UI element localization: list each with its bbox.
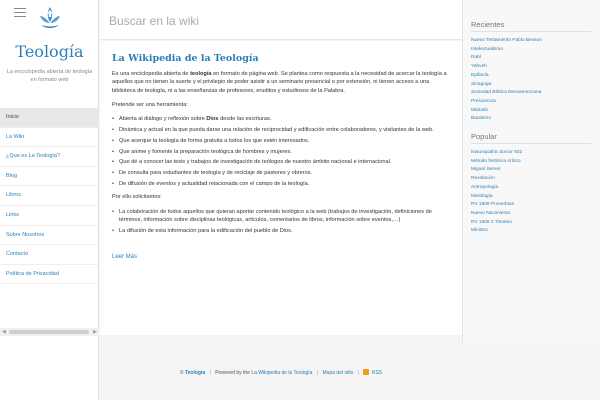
- list-item: • Dinámica y actual en la que pueda darse una relación de reciprocidad y edificación entre colaboradores, y visitantes de la web.: [112, 126, 450, 134]
- recent-link[interactable]: Intelectualismo: [471, 46, 503, 52]
- lotus-logo-icon[interactable]: [38, 5, 62, 31]
- intro-text-start: Es una enciclopedia abierta de: [112, 71, 191, 77]
- separator: |: [316, 370, 319, 376]
- separator: |: [209, 370, 211, 376]
- sidebar-horizontal-scrollbar[interactable]: [0, 328, 99, 336]
- main-nav: [0, 108, 99, 284]
- popular-link[interactable]: Naturopathic doctor 922: [471, 150, 523, 156]
- recent-link[interactable]: Nuevo Testamento Pablo Besson: [471, 38, 542, 43]
- rss-icon[interactable]: [363, 369, 369, 375]
- recent-link[interactable]: Presciencia: [471, 98, 496, 104]
- list-item: • La difusión de esta información para la edificación del pueblo de Dios.: [112, 227, 450, 235]
- list-item: • Que acerque la teología de forma gratuita a todos los que estén interesados.: [112, 137, 450, 145]
- popular-link[interactable]: Miguel Servet: [471, 167, 501, 173]
- sitemap-link[interactable]: Mapa del sitio: [322, 370, 354, 376]
- site-tagline: La enciclopedia abierta de teología en formato web: [6, 69, 93, 83]
- nav-item-privacidad[interactable]: Política de Privacidad: [0, 265, 99, 285]
- intro-bold-word: teología: [190, 71, 212, 77]
- nav-item-que-es[interactable]: ¿Que es La Teología?: [0, 147, 99, 167]
- recent-link[interactable]: Rabí: [471, 55, 482, 61]
- search-input[interactable]: [109, 12, 449, 30]
- recent-link[interactable]: Yahveh: [471, 64, 487, 70]
- scroll-left-arrow-icon[interactable]: ◀: [2, 329, 6, 335]
- popular-link[interactable]: Nuevo Nacimiento: [471, 210, 511, 216]
- powered-by-text: Powered by the: [215, 370, 250, 376]
- list-item: [112, 115, 450, 123]
- popular-link[interactable]: RV 1909 2 Timoteo: [471, 219, 512, 225]
- popular-link[interactable]: RV 1909 Proverbios: [471, 202, 514, 208]
- list-item: • La colaboración de todos aquellos que quieran aportar contenido teológico a la web (trabajos de investigación, definiciones de términos, información sobre disciplinas teológicas, artículos, comentarios de libros, información sobre eventos,…): [112, 208, 450, 225]
- popular-section: [471, 132, 600, 236]
- recent-link[interactable]: Bautismo: [471, 116, 491, 122]
- list-item: • Que dé a conocer las tesis y trabajos de investigación de teólogos de nuestro ámbito nacional e internacional.: [112, 158, 450, 166]
- main-content: [100, 41, 462, 335]
- page-heading: La Wikipedia de la Teología: [112, 53, 259, 64]
- recent-link[interactable]: Sociedad Bíblica Iberoamericana: [471, 90, 542, 96]
- intro-paragraph: [112, 70, 450, 95]
- rss-link[interactable]: RSS: [371, 370, 383, 376]
- solicitamos-text: Por ello solicitamos:: [112, 194, 162, 201]
- recent-link[interactable]: Sinagoga: [471, 81, 492, 87]
- site-title[interactable]: Teología: [15, 42, 84, 61]
- list-item: • Que anime y fomente la preparación teológica de hombres y mujeres.: [112, 148, 450, 156]
- footer: [100, 366, 462, 380]
- powered-by-link[interactable]: La Wikipedia de la Teología: [251, 370, 313, 376]
- pretende-text: Pretende ser una herramienta:: [112, 101, 188, 108]
- nav-item-contacto[interactable]: Contacto: [0, 245, 99, 265]
- recientes-heading: Recientes: [471, 20, 591, 32]
- recientes-list: [471, 37, 600, 124]
- nav-item-inicio[interactable]: Inicio: [0, 108, 99, 128]
- list-item: • De consulta para estudiantes de teología y de reciclaje de pastores y obreros.: [112, 169, 450, 177]
- list-item-text-end: desde las escrituras.: [218, 116, 272, 123]
- nav-item-la-wiki[interactable]: La Wiki: [0, 128, 99, 148]
- nav-item-links[interactable]: Links: [0, 206, 99, 226]
- left-sidebar: [0, 0, 99, 400]
- popular-link[interactable]: Ministro: [471, 228, 488, 234]
- nav-item-blog[interactable]: Blog: [0, 167, 99, 187]
- solicitudes-list: [112, 208, 450, 235]
- menu-toggle-icon[interactable]: [14, 8, 26, 18]
- popular-link[interactable]: Antropología: [471, 184, 499, 190]
- read-more-link[interactable]: Leer Más: [112, 253, 138, 260]
- recent-link[interactable]: Epifanía: [471, 72, 489, 78]
- list-item-bold-word: Dios: [206, 116, 219, 123]
- recent-link[interactable]: Midrash: [471, 107, 489, 113]
- separator: |: [357, 370, 360, 376]
- intro-text-end: en formato de página web. Se plantea como respuesta a la necesidad de acercar la teología a aquellos que no tienen la suerte y el privilegio de poder asistir a un seminario presencial o por extensión, ni tienen acceso a una biblioteca de teología, ni a las enseñanzas de profesores, eruditos y estudiosos de la Palabra.: [112, 71, 447, 94]
- nav-item-libros[interactable]: Libros: [0, 186, 99, 206]
- popular-link[interactable]: Revelación: [471, 176, 495, 182]
- footer-brand-link[interactable]: Teología: [184, 370, 206, 376]
- popular-heading: Popular: [471, 132, 591, 144]
- herramienta-list: [112, 115, 450, 188]
- nav-item-sobre-nosotros[interactable]: Sobre Nosotros: [0, 226, 99, 246]
- list-item-text-start: Abierta al diálogo y reflexión sobre: [119, 116, 207, 123]
- scrollbar-thumb[interactable]: [9, 330, 89, 334]
- popular-link[interactable]: Método histórico-crítico: [471, 158, 521, 164]
- search-bar: [100, 0, 462, 40]
- scroll-right-arrow-icon[interactable]: ▶: [93, 329, 97, 335]
- list-item: • De difusión de eventos y actualidad relacionada con el campo de la teología.: [112, 180, 450, 188]
- popular-link[interactable]: Misiología: [471, 193, 493, 199]
- copyright-symbol: ©: [179, 370, 184, 376]
- right-sidebar: [462, 0, 600, 345]
